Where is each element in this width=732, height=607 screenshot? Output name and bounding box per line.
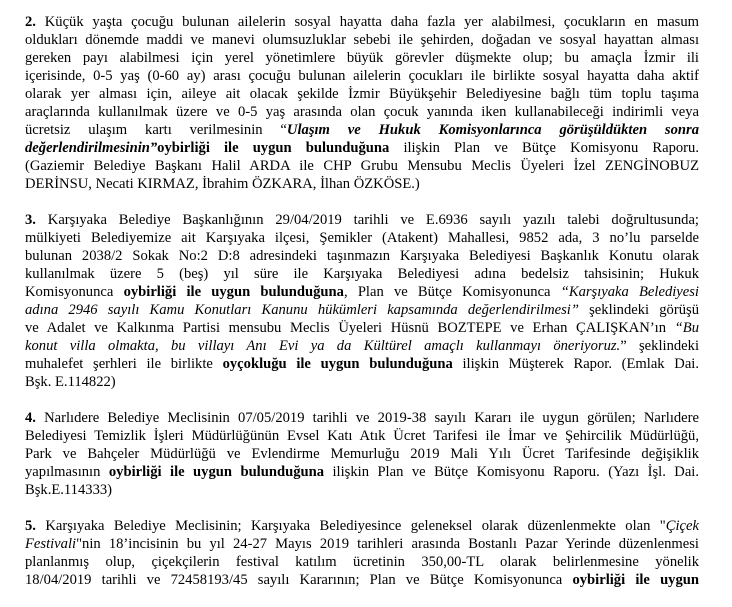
text-segment: oybirliği ile uygun bulunduğuna <box>157 140 390 156</box>
text-segment: oyçokluğu ile uygun bulunduğuna <box>222 356 453 372</box>
text-segment: Bşk. E.114822) <box>25 374 116 390</box>
text-line <box>25 247 699 265</box>
text-segment: Küçük yaşta çocuğu bulunan ailelerin sosyal hayatta daha fazla yer alabilmesi, çocukların en masum <box>35 14 699 30</box>
text-line <box>25 517 699 535</box>
text-line <box>25 157 699 175</box>
text-line <box>25 211 699 229</box>
text-segment: “Karşıyaka Belediyesi <box>560 284 699 300</box>
text-line <box>25 103 699 121</box>
text-segment: Karşıyaka Belediye Meclisinin; Karşıyaka Belediyesince geleneksel olarak düzenlenmekte olan " <box>35 518 666 534</box>
text-segment: 18/04/2019 tarihli ve 72458193/45 sayılı Kararının; Plan ve Bütçe Komisyonunca <box>25 572 573 588</box>
text-segment: 4. <box>25 410 36 426</box>
text-segment: “Bu <box>674 320 699 336</box>
text-line <box>25 319 699 337</box>
text-segment: (Gaziemir Belediye Başkanı Halil ARDA ile CHP Grubu Mensubu Meclis Üyeleri İzel ZENGİNOBUZ <box>25 158 699 174</box>
text-line <box>25 553 699 571</box>
text-line <box>25 121 699 139</box>
text-segment: yapılmasının <box>25 464 109 480</box>
text-segment: ilişkin Plan ve Bütçe Komisyonu Raporu. (Yazı İşl. Dai. <box>324 464 700 480</box>
text-line <box>25 409 699 427</box>
text-segment: Narlıdere Belediye Meclisinin 07/05/2019 tarihli ve 2019-38 sayılı Kararı ile uygun görülen; Narlıdere <box>35 410 699 426</box>
text-segment: "nin 18’incisinin bu yıl 24-27 Mayıs 2019 tarihleri arasında Bostanlı Pazar Yerinde düzenlenmesi <box>76 536 699 552</box>
text-line <box>25 301 699 319</box>
agenda-item <box>25 409 699 499</box>
text-line <box>25 13 699 31</box>
text-segment: Komisyonunca <box>25 284 124 300</box>
agenda-item <box>25 13 699 193</box>
text-line <box>25 337 699 355</box>
text-segment: 5. <box>25 518 36 534</box>
text-segment: ücretsiz ulaşım kartı verilmesinin “ <box>25 122 287 138</box>
text-segment: mülkiyeti Belediyemize ait Karşıyaka ilçesi, Şemikler (Atakent) Mahallesi, 9852 ada, 3 no’lu parselde <box>25 230 699 246</box>
text-segment: oybirliği ile uygun <box>572 572 700 588</box>
text-line <box>25 283 699 301</box>
text-segment: muhalefet şerhleri ile birlikte <box>25 356 223 372</box>
text-segment: 3. <box>25 212 36 228</box>
text-segment: kullanılmak üzere 5 (beş) yıl süre ile Karşıyaka Belediyesi adına bedelsiz tahsisinin; Hukuk <box>25 266 699 282</box>
text-line <box>25 571 699 589</box>
text-segment: Çiçek <box>665 518 699 534</box>
agenda-item <box>25 517 699 589</box>
text-line <box>25 67 699 85</box>
text-segment: ve Adalet ve Kalkınma Partisi mensubu Meclis Üyeleri Hüsnü BOZTEPE ve Erhan ÇALIŞKAN’ın <box>25 320 675 336</box>
text-segment: DERİNSU, Necati KIRMAZ, İbrahim ÖZKARA, İlhan ÖZKÖSE.) <box>25 176 420 192</box>
text-line <box>25 463 699 481</box>
text-line <box>25 427 699 445</box>
text-segment: ” şeklindeki <box>620 338 699 354</box>
text-line <box>25 139 699 157</box>
text-line <box>25 445 699 463</box>
text-segment: Karşıyaka Belediye Başkanlığının 29/04/2019 tarihli ve E.6936 sayılı yazılı talebi doğrultusunda; <box>35 212 699 228</box>
text-segment: Park ve Bahçeler Müdürlüğü ve Evlendirme Memurluğu 2019 Mali Yılı Ücret Tarifesinde değişiklik <box>25 446 699 462</box>
text-segment: gereken payı alabilmesi için yerel yönetimlere büyük görevler düşmekte olup; bu amaçla İzmir ili <box>25 50 699 66</box>
text-line <box>25 535 699 553</box>
text-line <box>25 229 699 247</box>
text-segment: Bşk.E.114333) <box>25 482 113 498</box>
text-segment: konut villa olmakta, bu villayı Anı Evi ya da Kültürel amaçlı kullanmayı öneriyoruz. <box>25 338 621 354</box>
text-segment: ilişkin Müşterek Rapor. (Emlak Dai. <box>452 356 700 372</box>
text-segment: içerisinde, 0-5 yaş (0-60 ay) arası çocuğu bulunan ailelerin çocukları ile birlikte sosyal hayatta daha aktif <box>25 68 699 84</box>
text-line <box>25 265 699 283</box>
text-segment: değerlendirilmesinin” <box>25 140 158 156</box>
text-segment: olarak yer alması için, aileye ait olacak şekilde İzmir Büyükşehir Belediyesine bağlı tüm toplu taşıma <box>25 86 699 102</box>
text-segment: oldukları dönemde maddi ve manevi olumsuzluklar sebebi ile şehirden, doğadan ve sosyal hayattan alması <box>25 32 699 48</box>
text-segment: bulunan 2038/2 Sokak No:2 D:8 adresindeki taşınmazın Karşıyaka Belediyesi Başkanlık Konutu olarak <box>25 248 699 264</box>
text-line <box>25 373 699 391</box>
text-segment: oybirliği ile uygun bulunduğuna <box>108 464 325 480</box>
text-line <box>25 175 699 193</box>
text-line <box>25 355 699 373</box>
text-segment: planlanmış olup, çiçekçilerin festival katılım ücretinin 350,00-TL olarak belirlenmesine yönelik <box>25 554 699 570</box>
text-segment: şeklindeki görüşü <box>578 302 699 318</box>
text-segment: adına 2946 sayılı Kamu Konutları Kanunu hükümleri kapsamında değerlendirilmesi” <box>25 302 579 318</box>
document-page <box>25 13 699 607</box>
text-segment: oybirliği ile uygun bulunduğuna <box>123 284 344 300</box>
text-line <box>25 31 699 49</box>
text-line <box>25 85 699 103</box>
text-segment: Festivali <box>25 536 77 552</box>
text-segment: ilişkin Plan ve Bütçe Komisyonu Raporu. <box>389 140 699 156</box>
text-segment: Belediyesi Temizlik İşleri Müdürlüğünün Evsel Katı Atık Ücret Tarifesi ile İmar ve Şehircilik Müdürlüğü, <box>25 428 699 444</box>
text-segment: araçlarında kullanılmak üzere ve 0-5 yaş arasında olan çocuk yanında iken kullanabileceği indirimli veya <box>25 104 699 120</box>
text-segment: Ulaşım ve Hukuk Komisyonlarınca görüşüldükten sonra <box>286 122 699 138</box>
agenda-item <box>25 211 699 391</box>
text-line <box>25 481 699 499</box>
text-segment: , Plan ve Bütçe Komisyonunca <box>343 284 561 300</box>
text-segment: 2. <box>25 14 36 30</box>
text-line <box>25 49 699 67</box>
